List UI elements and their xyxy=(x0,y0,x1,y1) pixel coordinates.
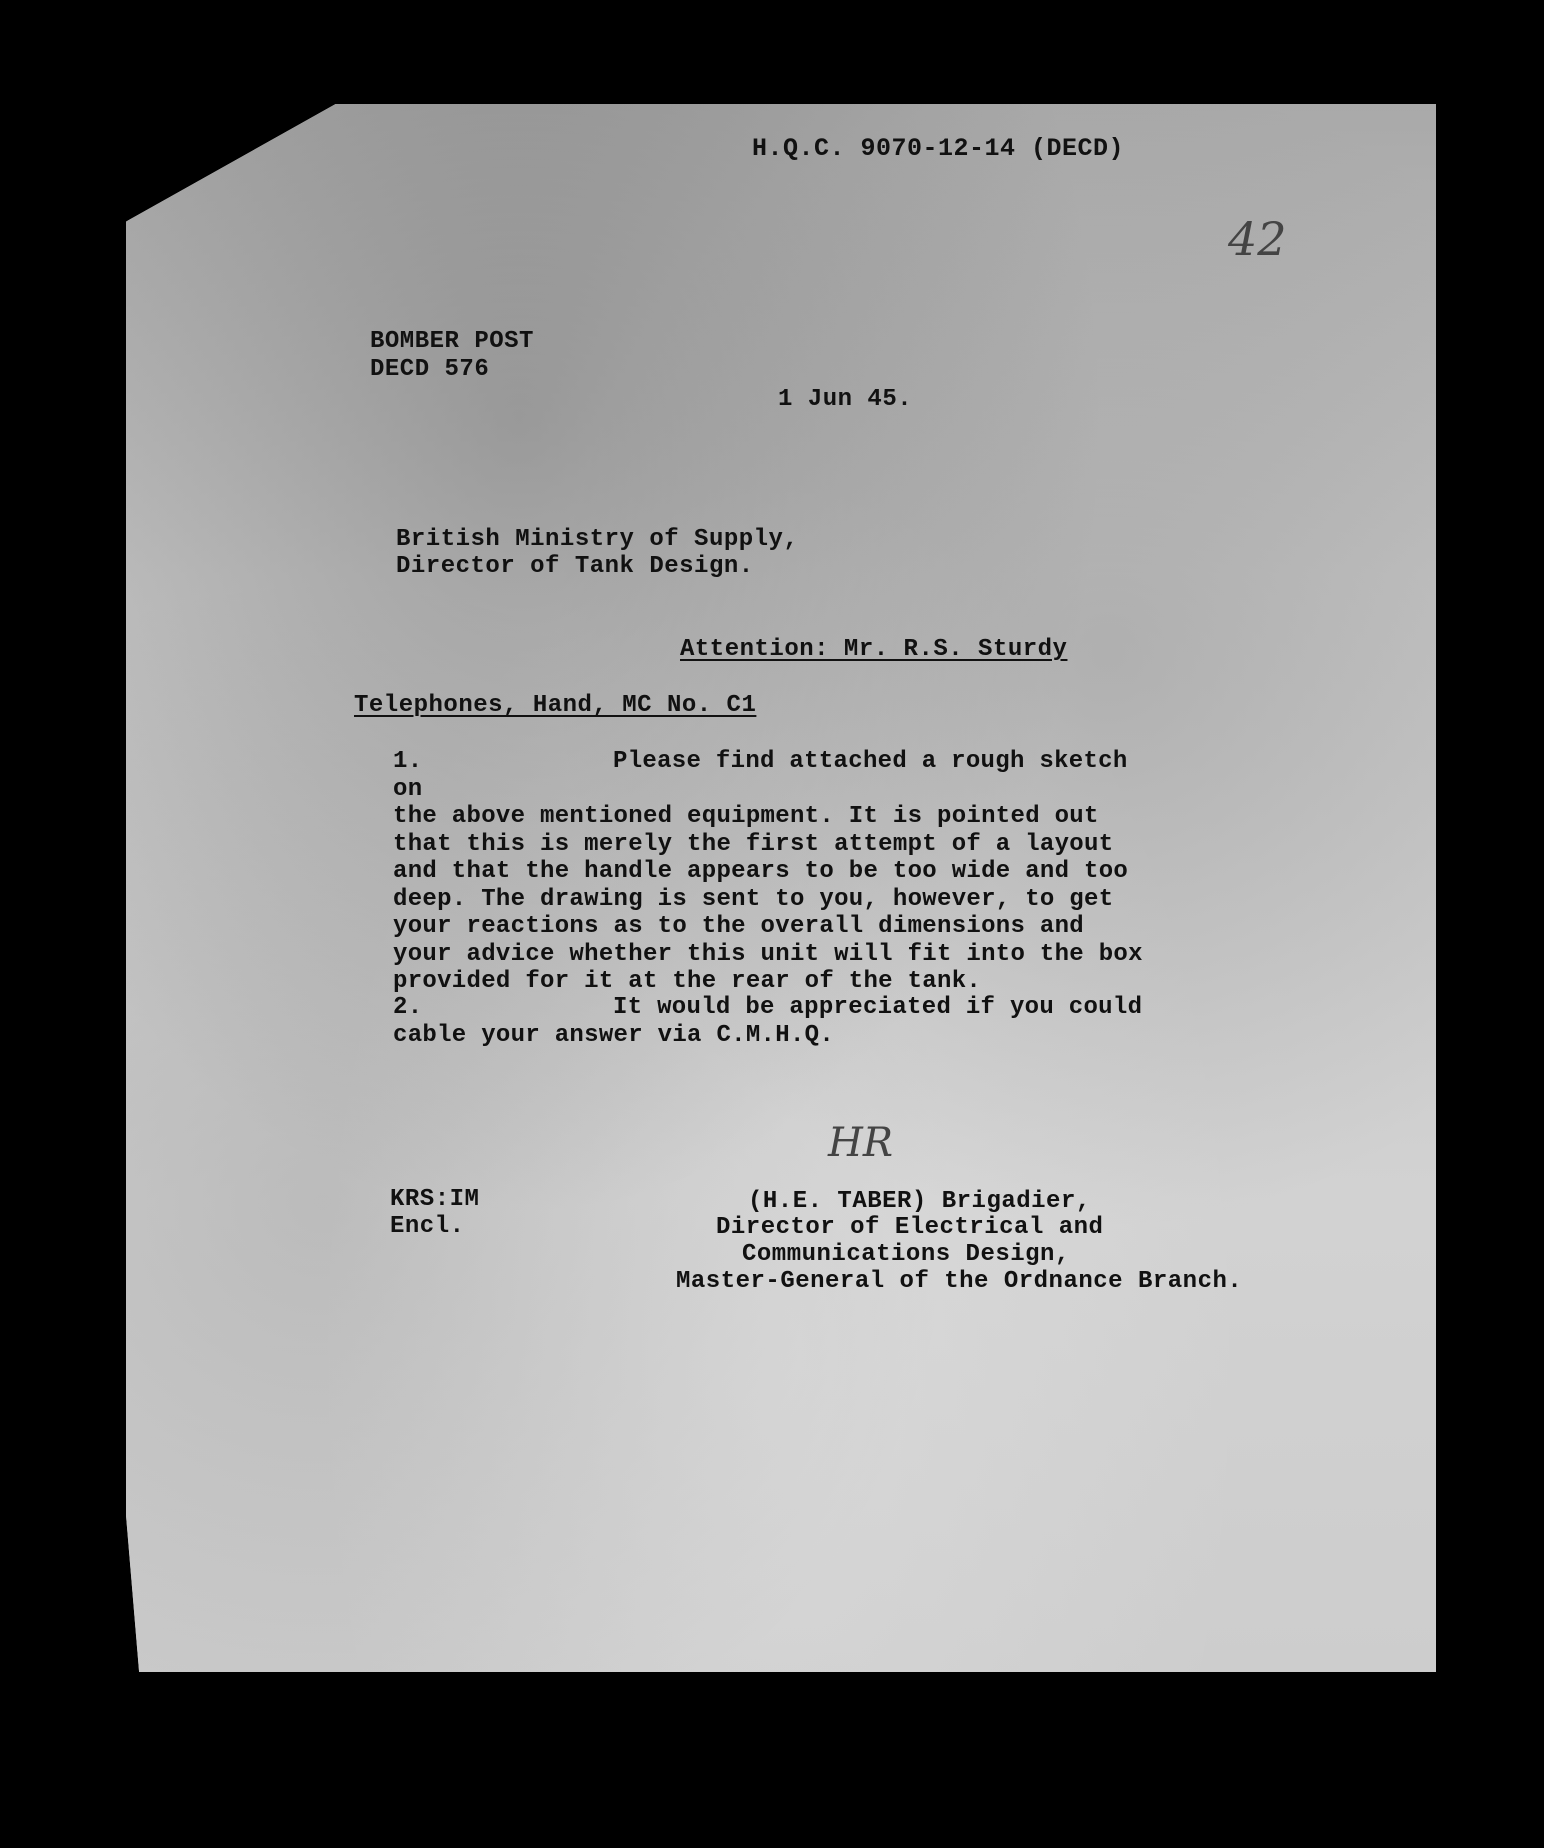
paragraph-1-body: the above mentioned equipment. It is pointed out that this is merely the first attempt of a layout and that the handle appears to be too wide and too deep. The drawing is sent to you, however, to get your reactions as to the overall dimensions and your advice whether this unit will fit into the box provided for it at the rear of the tank. xyxy=(393,803,1143,995)
enclosure-note: Encl. xyxy=(390,1213,465,1240)
signature-line-4: Master-General of the Ordnance Branch. xyxy=(676,1268,1243,1295)
attention-line: Attention: Mr. R.S. Sturdy xyxy=(680,636,1068,663)
paragraph-2 xyxy=(393,994,1153,1049)
margin-note: 42 xyxy=(1228,212,1287,266)
addressee-line-1: British Ministry of Supply, xyxy=(396,526,799,553)
paragraph-2-number: 2. xyxy=(393,994,423,1021)
reference-initials: KRS:IM xyxy=(390,1186,480,1213)
signature-line-3: Communications Design, xyxy=(742,1241,1070,1268)
paragraph-2-first-line: It would be appreciated if you could xyxy=(613,994,1143,1021)
post-line-1: BOMBER POST xyxy=(370,328,534,355)
paragraph-1-number: 1. xyxy=(393,748,423,775)
addressee-line-2: Director of Tank Design. xyxy=(396,553,754,580)
paragraph-1 xyxy=(393,748,1153,996)
paragraph-1-first-line: Please find attached a rough sketch on xyxy=(393,748,1128,803)
signature-line-2: Director of Electrical and xyxy=(716,1214,1104,1241)
post-line-2: DECD 576 xyxy=(370,356,490,383)
reference-number: H.Q.C. 9070-12-14 (DECD) xyxy=(752,134,1125,163)
date: 1 Jun 45. xyxy=(778,386,913,413)
handwritten-initials: HR xyxy=(828,1120,893,1166)
paragraph-2-body: cable your answer via C.M.H.Q. xyxy=(393,1021,835,1049)
signature-line-1: (H.E. TABER) Brigadier, xyxy=(748,1188,1091,1215)
subject-line: Telephones, Hand, MC No. C1 xyxy=(354,692,757,719)
